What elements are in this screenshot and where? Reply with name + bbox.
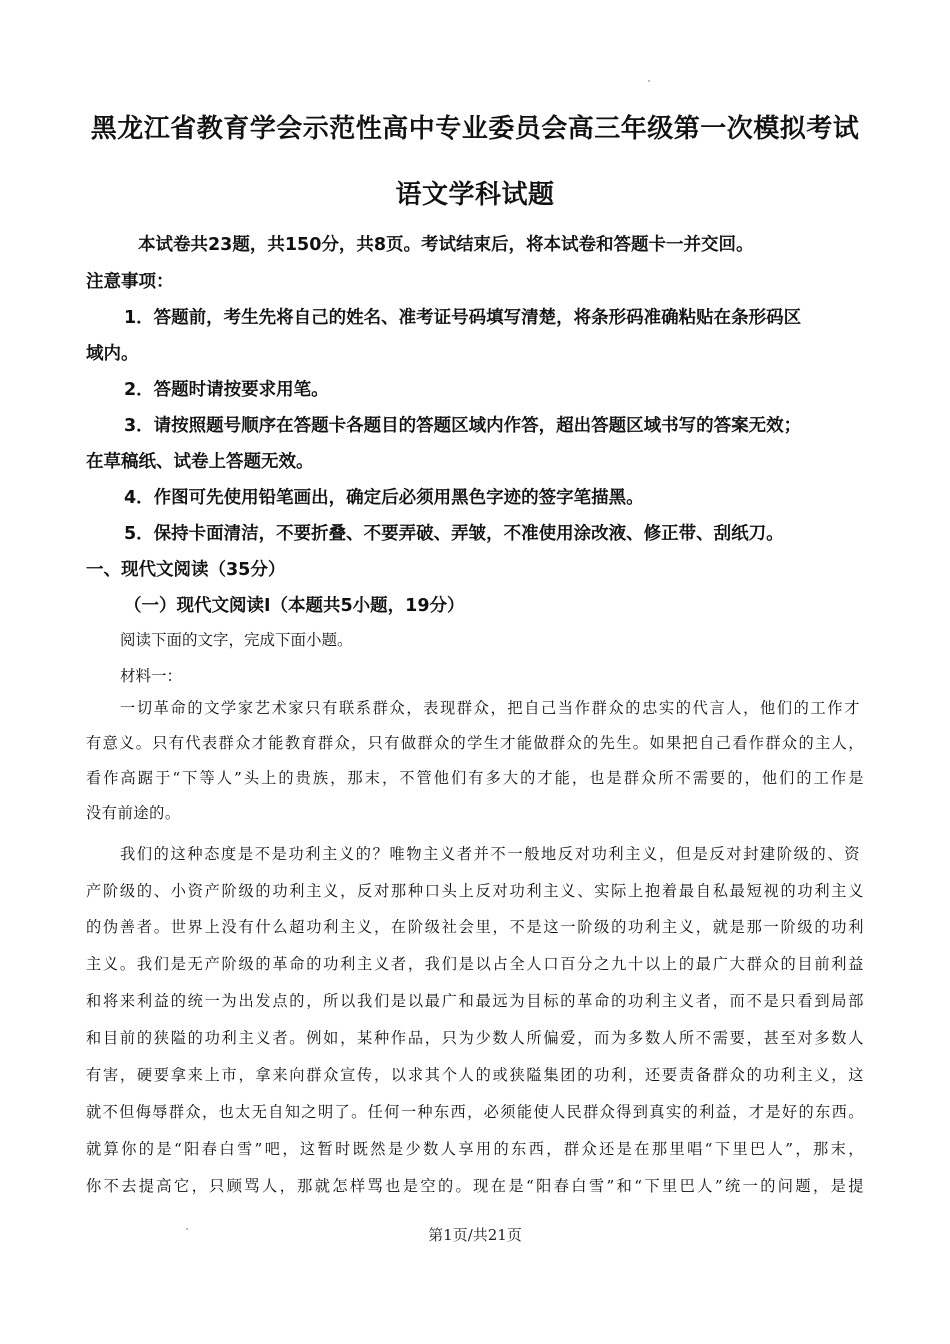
paragraph-line: 有害，硬要拿来上市，拿来向群众宣传，以求其个人的或狭隘集团的功利，还要责备群众的功利主义，这 xyxy=(86,1066,864,1084)
paragraph-line: 和将来利益的统一为出发点的，所以我们是以最广和最远为目标的革命的功利主义者，而不是只看到局部 xyxy=(86,992,864,1010)
section-heading: 一、现代文阅读（35分） xyxy=(86,560,286,580)
material-label: 材料一： xyxy=(120,667,183,685)
note-4: 4．作图可先使用铅笔画出，确定后必须用黑色字迹的签字笔描黑。 xyxy=(124,488,644,508)
scan-speck xyxy=(648,80,650,82)
paragraph-line: 一切革命的文学家艺术家只有联系群众，表现群众，把自己当作群众的忠实的代言人，他们的工作才 xyxy=(120,699,860,717)
paragraph-line: 和目前的狭隘的功利主义者。例如，某种作品，只为少数人所偏爱，而为多数人所不需要，甚至对多数人 xyxy=(86,1029,864,1047)
exam-title: 黑龙江省教育学会示范性高中专业委员会高三年级第一次模拟考试 xyxy=(90,114,860,144)
paragraph-line: 有意义。只有代表群众才能教育群众，只有做群众的学生才能做群众的先生。如果把自己看作群众的主人， xyxy=(86,734,864,752)
note-1-line-2: 域内。 xyxy=(86,344,139,364)
paragraph-line: 产阶级的、小资产阶级的功利主义，反对那种口头上反对功利主义、实际上抱着最自私最短视的功利主义 xyxy=(86,882,864,900)
subsection-heading: （一）现代文阅读Ⅰ（本题共5小题，19分） xyxy=(124,596,465,616)
subject-title: 语文学科试题 xyxy=(395,180,555,210)
intro-text: 本试卷共23题，共150分，共8页。考试结束后，将本试卷和答题卡一并交回。 xyxy=(138,235,754,255)
paragraph-line: 没有前途的。 xyxy=(86,804,181,822)
note-3-line-1: 3．请按照题号顺序在答题卡各题目的答题区域内作答，超出答题区域书写的答案无效； xyxy=(124,416,802,436)
paragraph-line: 就不但侮辱群众，也太无自知之明了。任何一种东西，必须能使人民群众得到真实的利益，才是好的东西。 xyxy=(86,1103,864,1121)
paragraph-line: 你不去提高它，只顾骂人，那就怎样骂也是空的。现在是“阳春白雪”和“下里巴人”统一的问题，是提 xyxy=(86,1177,864,1195)
paragraph-line: 主义。我们是无产阶级的革命的功利主义者，我们是以占全人口百分之九十以上的最广大群众的目前利益 xyxy=(86,955,864,973)
reading-instruction: 阅读下面的文字，完成下面小题。 xyxy=(120,631,353,649)
page-footer: 第1页/共21页 xyxy=(428,1226,522,1244)
note-2: 2．答题时请按要求用笔。 xyxy=(124,380,329,400)
paragraph-line: 我们的这种态度是不是功利主义的？唯物主义者并不一般地反对功利主义，但是反对封建阶级的、资 xyxy=(120,845,860,863)
note-1-line-1: 1．答题前，考生先将自己的姓名、准考证号码填写清楚，将条形码准确粘贴在条形码区 xyxy=(124,308,802,328)
note-5: 5．保持卡面清洁，不要折叠、不要弄破、弄皱，不准使用涂改液、修正带、刮纸刀。 xyxy=(124,524,784,544)
paragraph-line: 的伪善者。世界上没有什么超功利主义，在阶级社会里，不是这一阶级的功利主义，就是那一阶级的功利 xyxy=(86,918,864,936)
paragraph-line: 看作高踞于“下等人”头上的贵族，那末，不管他们有多大的才能，也是群众所不需要的，他们的工作是 xyxy=(86,769,864,787)
notes-heading: 注意事项： xyxy=(86,272,174,292)
paragraph-line: 就算你的是“阳春白雪”吧，这暂时既然是少数人享用的东西，群众还是在那里唱“下里巴人”，那末， xyxy=(86,1140,864,1158)
note-3-line-2: 在草稿纸、试卷上答题无效。 xyxy=(86,452,314,472)
